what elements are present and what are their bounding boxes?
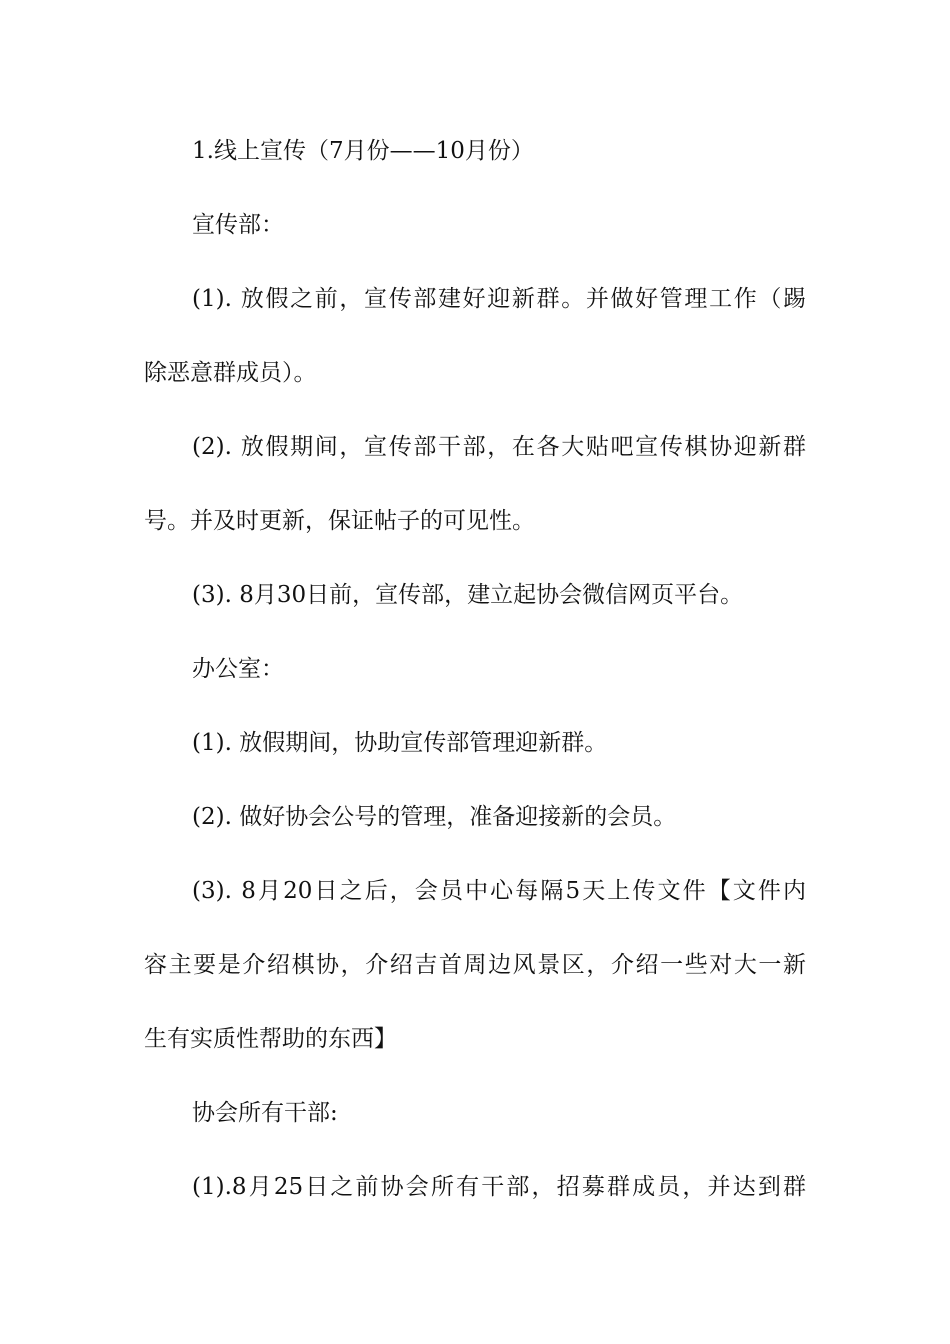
department-heading-all-officers: 协会所有干部:: [192, 1100, 338, 1126]
document-body: [144, 125, 806, 1235]
paragraph-line: 除恶意群成员）。: [144, 360, 317, 386]
paragraph-line: (1). 放假期间，协助宣传部管理迎新群。: [192, 730, 608, 756]
section-heading-online-promotion: 1.线上宣传（7月份——10月份）: [192, 138, 534, 164]
paragraph-line: (2). 做好协会公号的管理，准备迎接新的会员。: [192, 804, 677, 830]
paragraph-line: 生有实质性帮助的东西】: [144, 1026, 397, 1052]
department-heading-publicity: 宣传部：: [192, 212, 284, 238]
paragraph-line: 容主要是介绍棋协，介绍吉首周边风景区，介绍一些对大一新: [144, 952, 806, 978]
paragraph-line: (1). 放假之前，宣传部建好迎新群。并做好管理工作（踢: [192, 286, 806, 312]
department-heading-office: 办公室：: [192, 656, 284, 682]
paragraph-line: (3). 8月30日前，宣传部，建立起协会微信网页平台。: [192, 582, 744, 608]
paragraph-line: (2). 放假期间，宣传部干部，在各大贴吧宣传棋协迎新群: [192, 434, 806, 460]
paragraph-line: (3). 8月20日之后，会员中心每隔5天上传文件【文件内: [192, 878, 806, 904]
paragraph-line: 号。并及时更新，保证帖子的可见性。: [144, 508, 535, 534]
paragraph-line: (1).8月25日之前协会所有干部，招募群成员，并达到群: [192, 1174, 806, 1200]
